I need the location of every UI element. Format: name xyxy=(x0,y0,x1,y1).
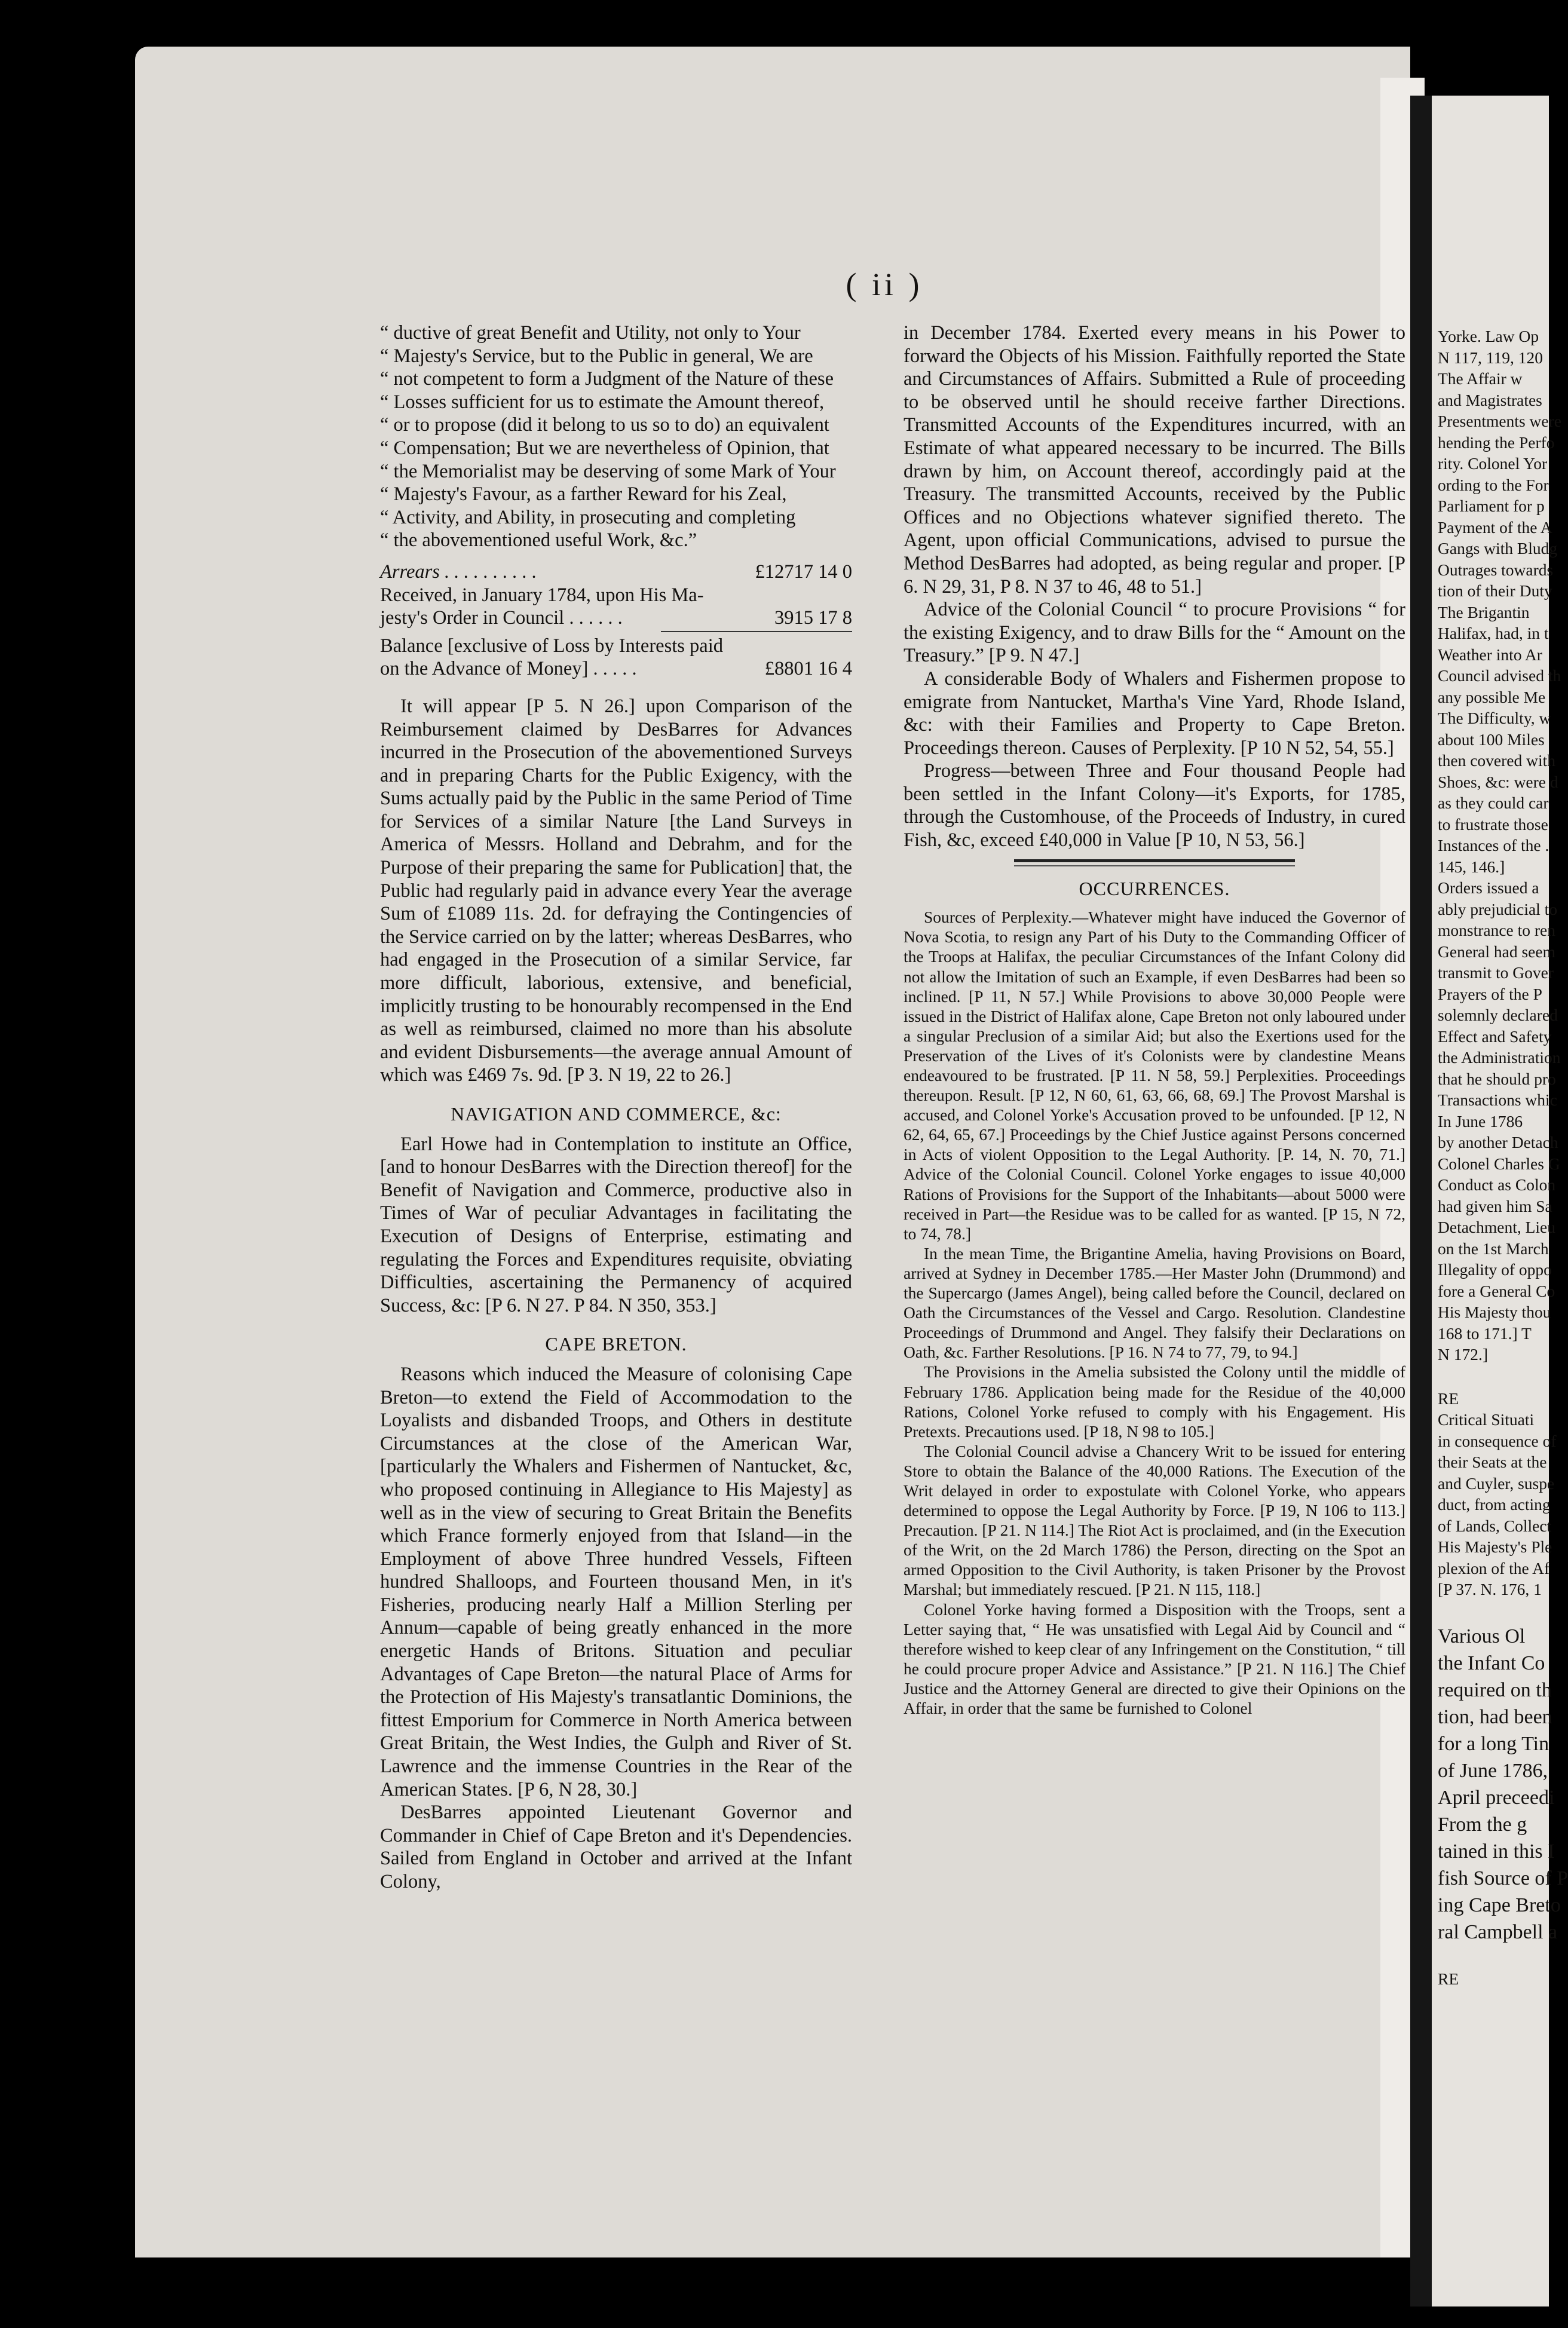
appointed-paragraph: DesBarres appointed Lieutenant Governor and Commander in Chief of Cape Breton and it's Dependencies. Sailed from England in October and arrived at the Infant Colony, xyxy=(380,1802,852,1892)
fragment-line: any possible Me xyxy=(1438,687,1546,706)
fragment-line: had given him Sa xyxy=(1438,1196,1552,1215)
balance-row-2 xyxy=(380,657,852,681)
fragment-line: Various Ol xyxy=(1438,1625,1526,1647)
fragment-line: The Affair w xyxy=(1438,369,1523,388)
fragment-line: April preceedi xyxy=(1438,1786,1555,1809)
occurrence-paragraph: Colonel Yorke having formed a Disposition with the Troops, sent a Letter saying that, “ He was unsatisfied with Legal Aid by Council and “ therefore wished to keep clear of any Infringement on the Constitution, “ till he could procure proper Advice and Assistance.” [P 21. N 116.] The Chief Justice and the Attorney General are directed to give their Opinions on the Affair, in order that the same be furnished to Colonel xyxy=(904,1600,1405,1717)
fragment-line: about 100 Miles xyxy=(1438,730,1545,749)
fragment-line: their Seats at the xyxy=(1438,1453,1547,1471)
fragment-line: Prayers of the P xyxy=(1438,984,1542,1003)
arrears-label: Arrears . . . . . . . . . . xyxy=(380,560,537,583)
fragment-line: Detachment, Lieu xyxy=(1438,1218,1555,1236)
page-number: ( ii ) xyxy=(846,267,923,302)
sum-rule xyxy=(661,631,852,632)
fragment-line: ing Cape Breto xyxy=(1438,1894,1561,1916)
fragment-line: tion, had been xyxy=(1438,1705,1552,1728)
fragment-line: Colonel Charles G xyxy=(1438,1154,1560,1173)
quote-line: “ Activity, and Ability, in prosecuting and completing xyxy=(380,506,796,528)
fragment-line: ording to the For xyxy=(1438,475,1549,494)
fragment-line: 168 to 171.] T xyxy=(1438,1324,1532,1343)
navigation-paragraph: Earl Howe had in Contemplation to institute an Office, [and to honour DesBarres with the Direction thereof] for the Benefit of Navigation and Commerce, productive also in Times of War of peculiar Advantages in facilitating the Execution of Designs of Enterprise, estimating and regulating the Forces and Expenditures requisite, obviating Difficulties, ascertaining the Permanency of acquired Success, &c: [P 6. N 27. P 84. N 350, 353.] xyxy=(380,1133,852,1316)
fragment-line: Orders issued a xyxy=(1438,878,1539,897)
decorative-rule xyxy=(1014,859,1295,866)
page-right-fragment xyxy=(1432,96,1568,2306)
fragment-line: Effect and Safety xyxy=(1438,1027,1552,1046)
received-row-2 xyxy=(380,606,852,630)
fragment-line: Weather into Ar xyxy=(1438,645,1542,664)
quote-line: “ Majesty's Favour, as a farther Reward for his Zeal, xyxy=(380,483,787,506)
fragment-line: Council advised th xyxy=(1438,666,1561,685)
arrears-row xyxy=(380,560,852,584)
fragment-line: by another Detach xyxy=(1438,1133,1558,1151)
fragment-line: in consequence of xyxy=(1438,1431,1557,1450)
fragment-line: Illegality of oppo xyxy=(1438,1260,1552,1279)
fragment-line: to frustrate those xyxy=(1438,814,1548,834)
balance-amount: £8801 16 4 xyxy=(764,658,852,680)
received-label: Received, in January 1784, upon His Ma- xyxy=(380,584,704,606)
fragment-line: Gangs with Bludg xyxy=(1438,539,1558,558)
fragment-line: In June 1786 xyxy=(1438,1111,1523,1131)
fragment-line: rity. Colonel Yor xyxy=(1438,454,1548,473)
quote-line: “ not competent to form a Judgment of the Nature of these xyxy=(380,368,834,390)
fragment-line: RE xyxy=(1438,1969,1459,1988)
cape-breton-heading: CAPE BRETON. xyxy=(545,1333,687,1355)
fragment-line: monstrance to ren xyxy=(1438,921,1556,939)
balance-label: Balance [exclusive of Loss by Interests paid xyxy=(380,635,723,657)
fragment-line: Transactions whic xyxy=(1438,1091,1557,1109)
fragment-line: Yorke. Law Op xyxy=(1438,327,1539,345)
occurrence-paragraph: In the mean Time, the Brigantine Amelia, having Provisions on Board, arrived at Sydney in December 1785.—Her Master John (Drummond) and the Supercargo (James Angel), being called before the Council, declared on Oath the Circumstances of the Vessel and Cargo. Resolution. Clandestine Proceedings of Drummond and Angel. They falsify their Declarations on Oath, &c. Farther Resolutions. [P 16. N 74 to 77, 79, to 94.] xyxy=(904,1243,1405,1362)
fragment-line: Presentments were xyxy=(1438,412,1561,430)
reasons-paragraph: Reasons which induced the Measure of colonising Cape Breton—to extend the Field of Accommodation to the Loyalists and disbanded Troops, and Others in destitute Circumstances at the close of the American War, [particularly the Whalers and Fishermen of Nantucket, &c, who proposed continuing in Allegiance to His Majesty] as well as in the view of securing to Great Britain the Benefits which France formerly enjoyed from that Island—in the Employment of above Three hundred Vessels, Fifteen hundred Shalloops, and Fourteen thousand Men, in it's Fisheries, producing nearly Half a Million Sterling per Annum—capable of being greatly enhanced in the more energetic Hands of Britons. Situation and peculiar Advantages of Cape Breton—the natural Place of Arms for the Protection of His Majesty's transatlantic Dominions, the fittest Emporium for Commerce in North America between Great Britain, the West Indies, the Gulph and River of St. Lawrence and the immense Countries in the Rear of the American States. [P 6, N 28, 30.] xyxy=(380,1363,852,1800)
fragment-line: of Lands, Collect xyxy=(1438,1516,1552,1535)
memorial-quote xyxy=(380,321,852,552)
fragment-line: transmit to Gover xyxy=(1438,963,1554,982)
fragment-line: the Infant Co xyxy=(1438,1652,1545,1674)
next-page-text xyxy=(1438,326,1568,1989)
fragment-line: N 117, 119, 120 xyxy=(1438,348,1543,367)
fragment-line: Instances of the . xyxy=(1438,836,1549,854)
december-paragraph: in December 1784. Exerted every means in his Power to forward the Objects of his Mission. Faithfully reported the State and Circumstances of Affairs. Submitted a Rule of proceeding to be observed until he should receive farther Directions. Transmitted Accounts of the Expenditures incurred, with an Estimate of what appeared necessary to be incurred. The Bills drawn by him, on Account thereof, accordingly paid at the Treasury. The transmitted Accounts, received by the Public Offices and no Objections whatever signified thereto. The Agent, upon official Communications, advised to pursue the Method DesBarres had adopted, as being regular and proper. [P 6. N 29, 31, P 8. N 37 to 46, 48 to 51.] xyxy=(904,322,1405,598)
fragment-line: fore a General Co xyxy=(1438,1281,1555,1300)
fragment-line: The Brigantin xyxy=(1438,602,1530,621)
fragment-line: Critical Situati xyxy=(1438,1410,1535,1429)
received-row xyxy=(380,584,852,607)
fragment-line: that he should pro xyxy=(1438,1069,1556,1088)
occurrence-paragraph: The Provisions in the Amelia subsisted the Colony until the middle of February 1786. Application being made for the Residue of the 40,000 Rations, Colonel Yorke refused to comply with his Engagement. His Pretexts. Precautions used. [P 18, N 98 to 105.] xyxy=(904,1362,1405,1441)
fragment-line: ably prejudicial to xyxy=(1438,899,1558,918)
quote-line: “ ductive of great Benefit and Utility, not only to Your xyxy=(380,322,801,344)
quote-line: “ Compensation; But we are nevertheless of Opinion, that xyxy=(380,437,829,459)
fragment-line: for a long Tin xyxy=(1438,1732,1549,1755)
fragment-line: [P 37. N. 176, 1 xyxy=(1438,1580,1542,1598)
quote-line: “ Losses sufficient for us to estimate the Amount thereof, xyxy=(380,391,825,413)
balance-label-2: on the Advance of Money] . . . . . xyxy=(380,658,637,680)
navigation-heading: NAVIGATION AND COMMERCE, &c: xyxy=(451,1103,782,1125)
fragment-line: solemnly declared xyxy=(1438,1006,1558,1024)
council-paragraph: Advice of the Colonial Council “ to procure Provisions “ for the existing Exigency, and to draw Bills for the “ Amount on the Treasury.” [P 9. N 47.] xyxy=(904,599,1405,667)
fragment-line: N 172.] xyxy=(1438,1345,1489,1364)
fragment-line: Parliament for p xyxy=(1438,497,1545,515)
quote-line: “ or to propose (did it belong to us so to do) an equivalent xyxy=(380,414,829,436)
fragment-line: as they could car xyxy=(1438,794,1549,812)
quote-line: “ Majesty's Service, but to the Public in general, We are xyxy=(380,345,813,367)
fragment-line: His Majesty thou xyxy=(1438,1303,1551,1321)
fragment-line: Halifax, had, in t xyxy=(1438,624,1549,642)
right-column xyxy=(904,321,1405,1718)
fragment-line: Outrages towards xyxy=(1438,560,1554,579)
received-amount: 3915 17 8 xyxy=(774,607,852,629)
fragment-line: then covered with xyxy=(1438,751,1556,770)
fragment-line: Payment of the A xyxy=(1438,517,1552,537)
fragment-line: on the 1st March xyxy=(1438,1239,1549,1258)
fragment-line: and Magistrates xyxy=(1438,390,1542,409)
fragment-line: hending the Perfo xyxy=(1438,433,1555,452)
fragment-line: General had seem xyxy=(1438,942,1555,961)
arrears-amount: £12717 14 0 xyxy=(755,560,852,583)
fragment-line: ral Campbell a xyxy=(1438,1920,1558,1943)
fragment-line: The Difficulty, w xyxy=(1438,709,1551,727)
fragment-line: tained in this I xyxy=(1438,1840,1555,1863)
whalers-paragraph: A considerable Body of Whalers and Fishermen propose to emigrate from Nantucket, Martha's Vine Yard, Rhode Island, &c: with their Families and Property to Cape Breton. Proceedings thereon. Causes of Perplexity. [P 10 N 52, 54, 55.] xyxy=(904,667,1405,759)
fragment-line: fish Source of P xyxy=(1438,1867,1568,1889)
occurrence-paragraph: Sources of Perplexity.—Whatever might have induced the Governor of Nova Scotia, to resign any Part of his Duty to the Commanding Officer of the Troops at Halifax, the peculiar Circumstances of the Infant Colony did not allow the Imitation of such an Example, if even DesBarres had been so inclined. [P 11, N 57.] While Provisions to above 30,000 People were issued in the District of Halifax alone, Cape Breton not only laboured under a singular Preclusion of a similar Aid; but also the Exertions used for the Preservation of the Lives of it's Colonists were by clandestine Means endeavoured to be frustrated. [P 11. N 58, 59.] Perplexities. Proceedings thereupon. Result. [P 12, N 60, 61, 63, 66, 68, 69.] The Provost Marshal is accused, and Colonel Yorke's Accusation proved to be unfounded. [P 12, N 62, 64, 65, 67.] Proceedings by the Chief Justice against Persons concerned in Acts of violent Opposition to the Legal Authority. [P. 14, N. 70, 71.] Advice of the Colonial Council. Colonel Yorke engages to issue 40,000 Rations of Provisions for the Support of the Inhabitants—about 5000 were received in Part—the Residue was to be called for as wanted. [P 15, N 72, to 74, 78.] xyxy=(904,908,1405,1243)
quote-line: “ the Memorialist may be deserving of some Mark of Your xyxy=(380,460,836,482)
fragment-line: required on th xyxy=(1438,1678,1552,1701)
fragment-line: 145, 146.] xyxy=(1438,857,1505,876)
occurrences-text xyxy=(904,907,1405,1718)
quote-line: “ the abovementioned useful Work, &c.” xyxy=(380,529,697,552)
occurrence-paragraph: The Colonial Council advise a Chancery Writ to be issued for entering Store to obtain the Balance of the 40,000 Rations. The Execution of the Writ delayed in order to expostulate with Colonel Yorke, who appears determined to oppose the Legal Authority by Force. [P 19, N 106 to 113.] Precaution. [P 21. N 114.] The Riot Act is proclaimed, and (in the Execution of the Writ, on the 2d March 1786) the Person, directing on the Spot an armed Opposition to the Civil Authority, is taken Prisoner by the Provost Marshal; but immediately rescued. [P 21. N 115, 118.] xyxy=(904,1441,1405,1599)
received-label-2: jesty's Order in Council . . . . . . xyxy=(380,607,623,629)
book-gutter xyxy=(1410,96,1432,2306)
fragment-line: the Administration xyxy=(1438,1048,1561,1067)
fragment-line: and Cuyler, suspe xyxy=(1438,1474,1555,1493)
fragment-line: Conduct as Colon xyxy=(1438,1175,1556,1194)
fragment-line: Shoes, &c: were d xyxy=(1438,772,1558,791)
balance-row xyxy=(380,635,852,658)
fragment-line: of June 1786, xyxy=(1438,1759,1548,1782)
fragment-line: plexion of the Af xyxy=(1438,1558,1550,1577)
reimbursement-paragraph: It will appear [P 5. N 26.] upon Comparison of the Reimbursement claimed by DesBarres for Advances incurred in the Prosecution of the abovementioned Surveys and in preparing Charts for the Public Exigency, with the Sums actually paid by the Public in the same Period of Time for Services of a similar Nature [the Land Surveys in America of Messrs. Holland and Debrahm, and for the Purpose of their preparing the same for Publication] that, the Public had regularly paid in advance every Year the average Sum of £1089 11s. 2d. for defraying the Contingencies of the Service carried on by the latter; whereas DesBarres, who had engaged in the Prosecution of a similar Service, far more difficult, laborious, extensive, and beneficial, implicitly trusting to be honourably recompensed in the End as well as reimbursed, claimed no more than his absolute and evident Disbursements—the average annual Amount of which was £469 7s. 9d. [P 3. N 19, 22 to 26.] xyxy=(380,695,852,1086)
left-column xyxy=(380,321,852,1894)
fragment-line: RE xyxy=(1438,1389,1459,1408)
occurrences-heading: OCCURRENCES. xyxy=(1079,877,1230,899)
accounts-table xyxy=(380,560,852,681)
progress-paragraph: Progress—between Three and Four thousand People had been settled in the Infant Colony—it's Exports, for 1785, through the Customhouse, of the Proceeds of Industry, in cured Fish, &c, exceed £40,000 in Value [P 10, N 53, 56.] xyxy=(904,760,1405,851)
fragment-line: From the g xyxy=(1438,1813,1527,1836)
fragment-line: His Majesty's Ple xyxy=(1438,1537,1552,1556)
fragment-line: duct, from acting xyxy=(1438,1495,1551,1514)
fragment-line: tion of their Duty xyxy=(1438,581,1552,600)
